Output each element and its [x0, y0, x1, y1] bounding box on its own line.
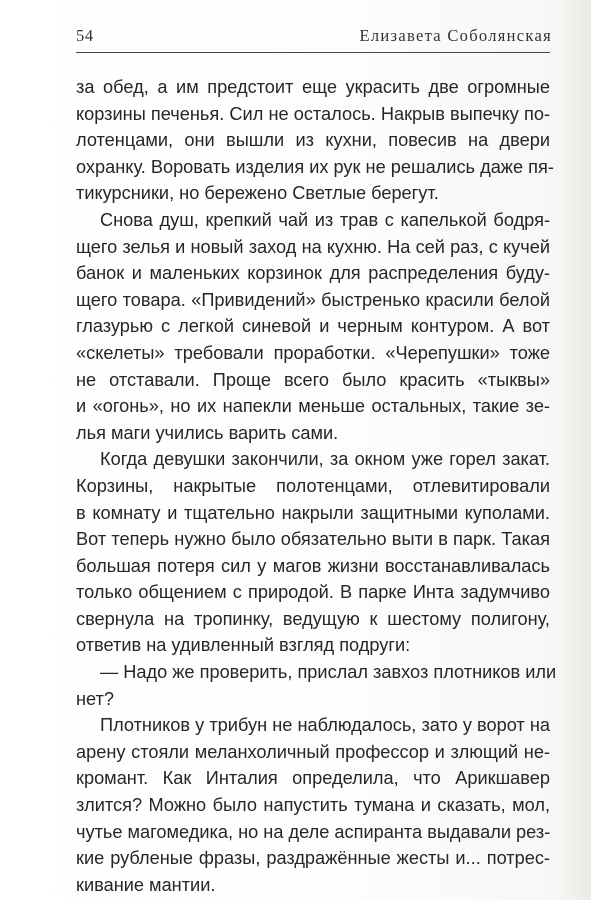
text-line: лья маги учились варить сами. [76, 422, 339, 443]
text-line: Корзины, накрытые полотенцами, отлевитировали [76, 475, 550, 496]
text-line: щего зелья и новый заход на кухню. На сей раз, с кучей [76, 236, 550, 257]
text-line: кромант. Как Инталия определила, что Арикшавер [76, 768, 550, 789]
text-line: свернула на тропинку, ведущую к шестому полигону, [76, 608, 550, 629]
text-line: «скелеты» требовали проработки. «Черепушки» тоже [76, 342, 550, 363]
text-line: кивание мантии. [76, 874, 216, 895]
running-title: Елизавета Соболянская [359, 26, 552, 45]
text-line: большая потеря сил у магов жизни восстанавливалась [76, 555, 550, 576]
text-line: нет? [76, 688, 114, 709]
text-line: тикурсники, но бережено Светлые берегут. [76, 183, 439, 204]
text-line: Когда девушки закончили, за окном уже горел закат. [100, 449, 550, 470]
text-line: ответив на удивленный взгляд подруги: [76, 635, 411, 656]
text-line: злится? Можно было напустить тумана и сказать, мол, [76, 795, 550, 816]
text-line: чутье магомедика, но на деле аспиранта выдавали рез- [76, 821, 551, 842]
body-text [76, 74, 557, 898]
text-line: охранку. Воровать изделия их рук не решались даже пя- [76, 156, 554, 177]
text-line: — Надо же проверить, прислал завхоз плотников или [100, 662, 557, 683]
text-line: лотенцами, они вышли из кухни, повесив на двери [76, 130, 550, 151]
text-line: Вот теперь нужно было обязательно выти в парк. Такая [76, 529, 550, 550]
text-line: в комнату и тщательно накрыли защитными куполами. [76, 502, 550, 523]
text-line: корзины печенья. Сил не осталось. Накрыв выпечку по- [76, 103, 550, 124]
text-line: и «огонь», но их напекли меньше остальных, такие зе- [76, 396, 550, 417]
page-header [76, 22, 550, 48]
text-line: за обед, а им предстоит еще украсить две огромные [76, 77, 550, 97]
text-line: не отставали. Проще всего было красить «тыквы» [76, 369, 550, 390]
text-line: Плотников у трибун не наблюдалось, зато у ворот на [100, 715, 550, 736]
header-rule [76, 52, 550, 53]
text-line: только общением с природой. В парке Инта задумчиво [76, 582, 550, 603]
text-line: кие рубленые фразы, раздражённые жесты и... потрес- [76, 848, 550, 869]
text-line: щего товара. «Привидений» быстренько красили белой [76, 289, 550, 310]
text-line: банок и маленьких корзинок для распределения буду- [76, 263, 550, 284]
text-line: Снова душ, крепкий чай из трав с капелькой бодря- [100, 209, 550, 230]
text-line: арену стояли меланхоличный профессор и злющий не- [76, 741, 550, 762]
text-line: глазурью с легкой синевой и черным контуром. А вот [76, 316, 550, 337]
page-number: 54 [76, 26, 94, 45]
